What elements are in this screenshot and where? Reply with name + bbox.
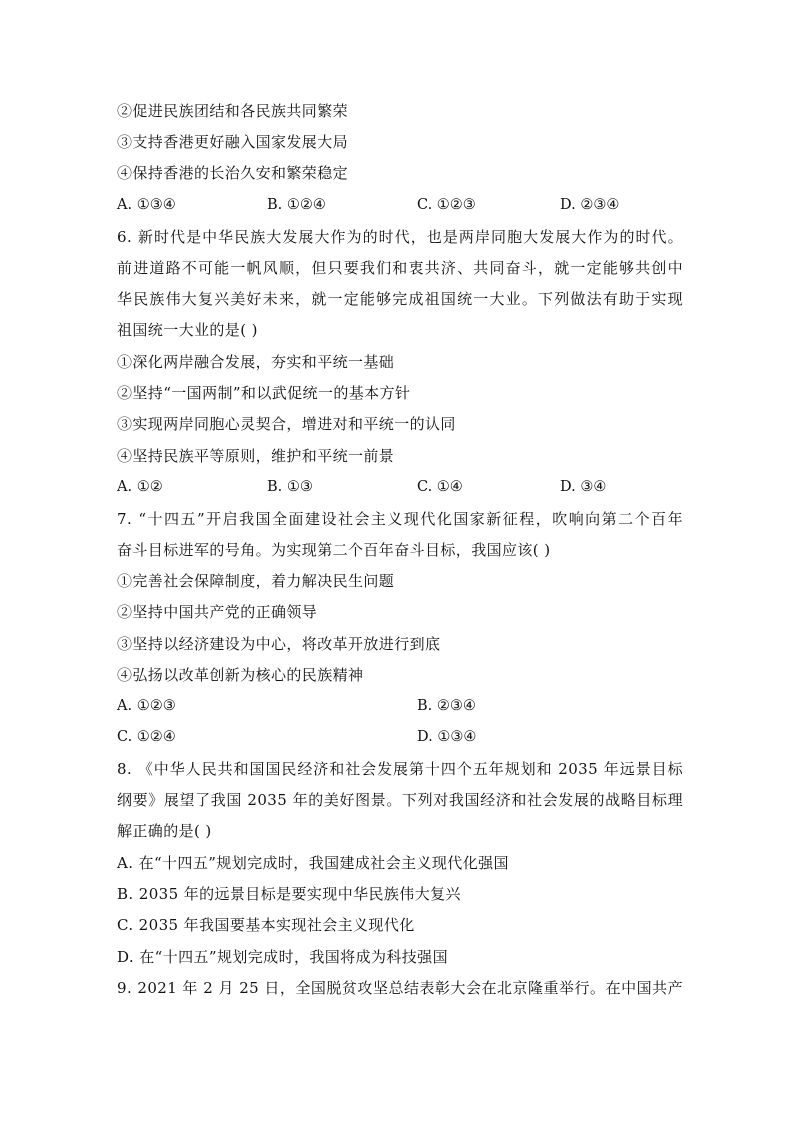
- q7-stem-line-2: 奋斗目标进军的号角。为实现第二个百年奋斗目标，我国应该( ): [117, 541, 551, 559]
- q7-item-4: ④弘扬以改革创新为核心的民族精神: [117, 666, 364, 684]
- q7-item-2: ②坚持中国共产党的正确领导: [117, 603, 318, 621]
- q6-option-c: C. ①④: [417, 479, 463, 495]
- q7-option-d: D. ①③④: [417, 729, 477, 745]
- q7-stem-line-1: 7. “十四五”开启我国全面建设社会主义现代化国家新征程，吹响向第二个百年: [117, 510, 683, 528]
- q6-stem-line-4: 祖国统一大业的是( ): [117, 321, 258, 339]
- q5-option-b: B. ①②④: [267, 197, 326, 213]
- q6-item-4: ④坚持民族平等原则，维护和平统一前景: [117, 447, 395, 465]
- q8-stem-line-3: 解正确的是( ): [117, 822, 212, 840]
- q6-stem-line-3: 华民族伟大复兴美好未来，就一定能够完成祖国统一大业。下列做法有助于实现: [117, 290, 683, 308]
- q6-option-d: D. ③④: [560, 479, 607, 495]
- q6-item-3: ③实现两岸同胞心灵契合，增进对和平统一的认同: [117, 415, 456, 433]
- q6-item-1: ①深化两岸融合发展，夯实和平统一基础: [117, 353, 395, 371]
- q8-option-d: D. 在“十四五”规划完成时，我国将成为科技强国: [117, 948, 448, 966]
- q8-option-a: A. 在“十四五”规划完成时，我国建成社会主义现代化强国: [117, 854, 509, 872]
- q5-item-2: ②促进民族团结和各民族共同繁荣: [117, 102, 349, 120]
- q7-option-b: B. ②③④: [417, 698, 476, 714]
- q5-item-4: ④保持香港的长治久安和繁荣稳定: [117, 164, 349, 182]
- q6-stem-line-1: 6. 新时代是中华民族大发展大作为的时代，也是两岸同胞大发展大作为的时代。: [117, 228, 683, 246]
- q5-option-d: D. ②③④: [560, 197, 620, 213]
- q8-option-c: C. 2035 年我国要基本实现社会主义现代化: [117, 916, 415, 934]
- q8-option-b: B. 2035 年的远景目标是要实现中华民族伟大复兴: [117, 885, 461, 903]
- q8-stem-line-2: 纲要》展望了我国 2035 年的美好图景。下列对我国经济和社会发展的战略目标理: [117, 791, 683, 809]
- q6-option-a: A. ①②: [117, 479, 163, 495]
- q6-option-b: B. ①③: [267, 479, 313, 495]
- q6-item-2: ②坚持“一国两制”和以武促统一的基本方针: [117, 384, 411, 402]
- q5-option-c: C. ①②③: [417, 197, 476, 213]
- q5-item-3: ③支持香港更好融入国家发展大局: [117, 133, 349, 151]
- q7-item-3: ③坚持以经济建设为中心，将改革开放进行到底: [117, 635, 441, 653]
- q7-option-c: C. ①②④: [117, 729, 176, 745]
- q7-item-1: ①完善社会保障制度，着力解决民生问题: [117, 572, 395, 590]
- q5-option-a: A. ①③④: [117, 197, 176, 213]
- q6-stem-line-2: 前进道路不可能一帆风顺，但只要我们和衷共济、共同奋斗，就一定能够共创中: [117, 259, 683, 277]
- q9-stem-line-1: 9. 2021 年 2 月 25 日，全国脱贫攻坚总结表彰大会在北京隆重举行。在中国共产: [117, 979, 683, 997]
- q8-stem-line-1: 8. 《中华人民共和国国民经济和社会发展第十四个五年规划和 2035 年远景目标: [117, 760, 683, 778]
- q7-option-a: A. ①②③: [117, 698, 176, 714]
